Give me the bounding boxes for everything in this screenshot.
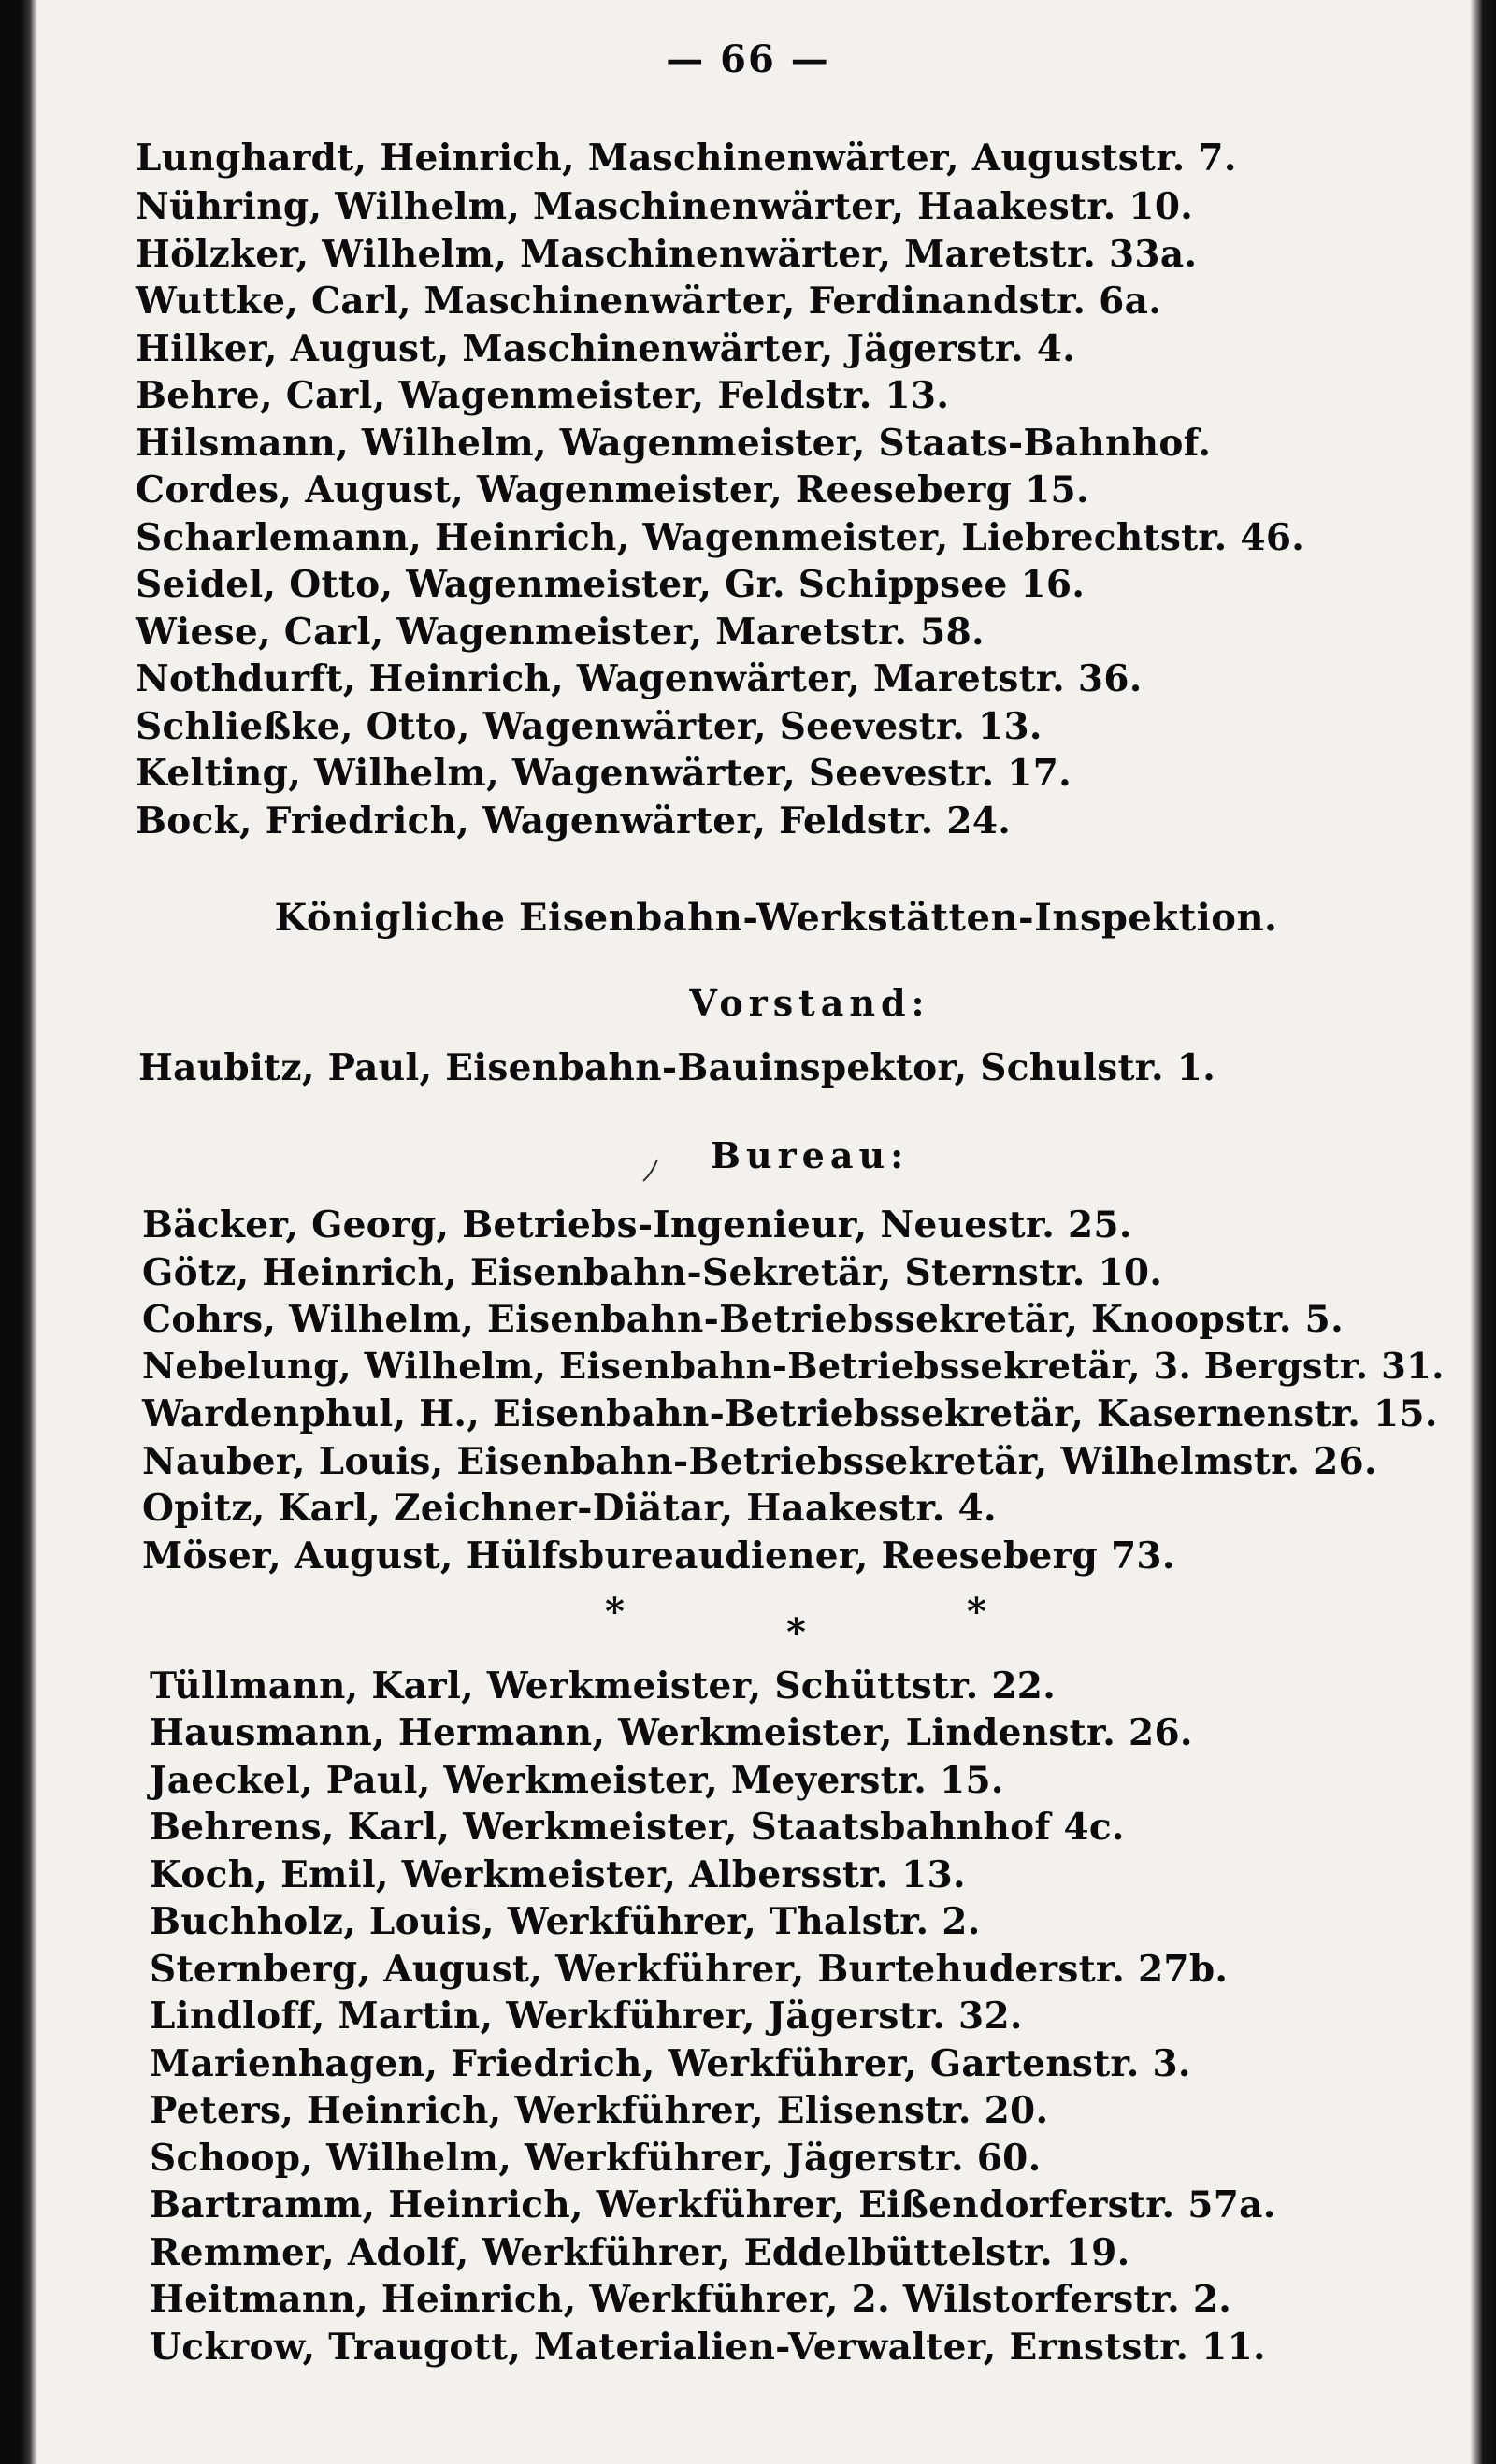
list-item: Jaeckel, Paul, Werkmeister, Meyerstr. 15. <box>150 1759 1004 1802</box>
list-item: Bäcker, Georg, Betriebs-Ingenieur, Neuestr. 25. <box>142 1203 1132 1246</box>
separator-asterisk: * <box>786 1610 806 1654</box>
list-item: Kelting, Wilhelm, Wagenwärter, Seevestr. 17. <box>136 752 1072 795</box>
list-item: Wuttke, Carl, Maschinenwärter, Ferdinandstr. 6a. <box>136 280 1162 323</box>
list-item: Möser, August, Hülfsbureaudiener, Reeseberg 73. <box>142 1535 1175 1578</box>
list-item: Behrens, Karl, Werkmeister, Staatsbahnhof 4c. <box>150 1806 1125 1849</box>
list-item: Tüllmann, Karl, Werkmeister, Schüttstr. 22. <box>150 1664 1057 1708</box>
list-item: Götz, Heinrich, Eisenbahn-Sekretär, Sternstr. 10. <box>142 1251 1163 1294</box>
list-item: Peters, Heinrich, Werkführer, Elisenstr. 20. <box>150 2089 1049 2132</box>
list-item: Koch, Emil, Werkmeister, Albersstr. 13. <box>150 1853 966 1896</box>
list-item: Nebelung, Wilhelm, Eisenbahn-Betriebssekretär, 3. Bergstr. 31. <box>142 1346 1445 1388</box>
list-item: Wardenphul, H., Eisenbahn-Betriebssekretär, Kasernenstr. 15. <box>142 1392 1438 1435</box>
list-item: Buchholz, Louis, Werkführer, Thalstr. 2. <box>150 1900 981 1943</box>
list-item: Nauber, Louis, Eisenbahn-Betriebssekretär, Wilhelmstr. 26. <box>142 1440 1377 1483</box>
list-item: Uckrow, Traugott, Materialien-Verwalter, Ernststr. 11. <box>150 2326 1266 2369</box>
list-item: Wiese, Carl, Wagenmeister, Maretstr. 58. <box>136 611 985 654</box>
separator-asterisk: * <box>967 1590 986 1634</box>
list-item: Bartramm, Heinrich, Werkführer, Eißendorferstr. 57a. <box>150 2183 1276 2226</box>
list-item: Scharlemann, Heinrich, Wagenmeister, Liebrechtstr. 46. <box>136 516 1305 559</box>
list-item: Cohrs, Wilhelm, Eisenbahn-Betriebssekretär, Knoopstr. 5. <box>142 1298 1344 1341</box>
list-item: Hausmann, Hermann, Werkmeister, Lindenstr. 26. <box>150 1711 1193 1754</box>
list-item: Nühring, Wilhelm, Maschinenwärter, Haakestr. 10. <box>136 185 1194 228</box>
list-item: Behre, Carl, Wagenmeister, Feldstr. 13. <box>136 374 950 417</box>
list-item: Remmer, Adolf, Werkführer, Eddelbüttelstr. 19. <box>150 2231 1130 2274</box>
list-item: Hölzker, Wilhelm, Maschinenwärter, Maretstr. 33a. <box>136 233 1198 276</box>
list-item: Cordes, August, Wagenmeister, Reeseberg 15. <box>136 468 1089 512</box>
list-item: Seidel, Otto, Wagenmeister, Gr. Schippsee 16. <box>136 563 1086 606</box>
list-item: Marienhagen, Friedrich, Werkführer, Gartenstr. 3. <box>150 2042 1191 2085</box>
list-item: Heitmann, Heinrich, Werkführer, 2. Wilstorferstr. 2. <box>150 2278 1232 2321</box>
section-heading: Königliche Eisenbahn-Werkstätten-Inspektion. <box>274 896 1278 940</box>
list-item: Sternberg, August, Werkführer, Burtehuderstr. 27b. <box>150 1948 1229 1991</box>
list-item: Schließke, Otto, Wagenwärter, Seevestr. 13. <box>136 705 1043 748</box>
list-item: Lunghardt, Heinrich, Maschinenwärter, Auguststr. 7. <box>136 137 1237 180</box>
list-item: Hilsmann, Wilhelm, Wagenmeister, Staats-Bahnhof. <box>136 422 1212 465</box>
page-edge-left <box>0 0 37 2464</box>
list-item: Haubitz, Paul, Eisenbahn-Bauinspektor, Schulstr. 1. <box>138 1046 1216 1089</box>
separator-asterisk: * <box>605 1590 625 1634</box>
list-item: Nothdurft, Heinrich, Wagenwärter, Maretstr. 36. <box>136 657 1143 700</box>
list-item: Lindloff, Martin, Werkführer, Jägerstr. 32. <box>150 1995 1023 2038</box>
bureau-heading: Bureau: <box>710 1134 910 1176</box>
list-item: Hilker, August, Maschinenwärter, Jägerstr. 4. <box>136 327 1076 370</box>
list-item: Bock, Friedrich, Wagenwärter, Feldstr. 24. <box>136 800 1012 843</box>
list-item: Opitz, Karl, Zeichner-Diätar, Haakestr. 4. <box>142 1487 997 1530</box>
page-number: — 66 — <box>666 37 830 81</box>
vorstand-heading: Vorstand: <box>689 982 930 1024</box>
list-item: Schoop, Wilhelm, Werkführer, Jägerstr. 60. <box>150 2137 1042 2180</box>
page-edge-right <box>1470 0 1496 2464</box>
